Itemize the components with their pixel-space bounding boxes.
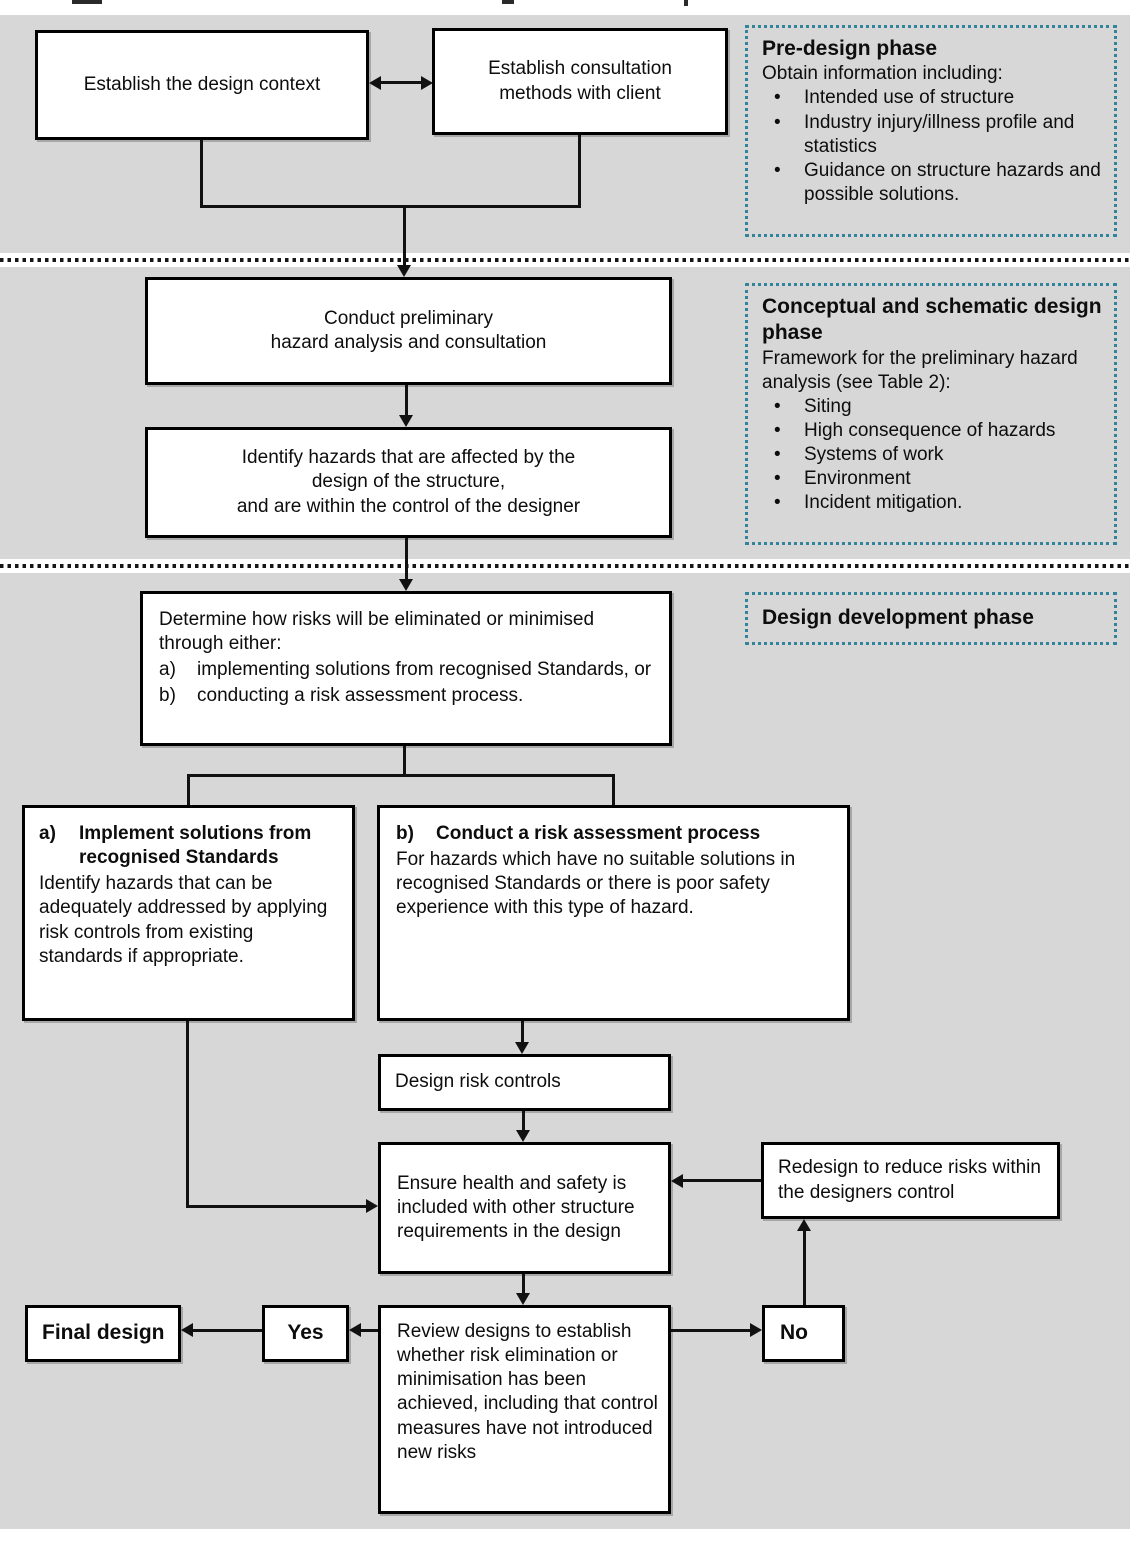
connector-identify-determine <box>405 538 408 580</box>
connector-a-down <box>186 1021 189 1208</box>
connector-yes-final <box>193 1329 262 1332</box>
arrowhead-down <box>515 1042 529 1054</box>
connector-redesign-ensure <box>683 1179 761 1182</box>
connector-split-horizontal <box>187 774 615 777</box>
bullet-item: • High consequence of hazards <box>762 419 1102 443</box>
node-conduct-risk-assessment <box>377 805 850 1021</box>
arrowhead-up <box>797 1219 811 1231</box>
connector-no-redesign <box>803 1230 806 1305</box>
node-implement-solutions-standards <box>22 805 355 1021</box>
dotted-line <box>0 258 1130 262</box>
node-conduct-preliminary-hazard-analysis: Conduct preliminary hazard analysis and consultation <box>145 277 672 385</box>
connector-consultation-down <box>578 135 581 206</box>
phase-title: Design development phase <box>762 606 1034 630</box>
connector-preliminary-identify <box>405 385 408 416</box>
arrowhead-down <box>399 415 413 427</box>
bullet-marker: • <box>774 444 781 465</box>
bullet-item: • Intended use of structure <box>762 86 1102 110</box>
arrowhead-left <box>671 1174 683 1188</box>
connector-a-right <box>186 1205 366 1208</box>
bullet-item: • Environment <box>762 467 1102 491</box>
node-establish-design-context: Establish the design context <box>35 30 369 140</box>
option-b-body: For hazards which have no suitable solutions in recognised Standards or there is poor safety experience with this type of hazard. <box>396 849 796 919</box>
bullet-item: • Incident mitigation. <box>762 491 1102 515</box>
panel-conceptual-phase <box>745 283 1117 545</box>
bullet-marker: • <box>774 419 781 441</box>
node-redesign-reduce-risks: Redesign to reduce risks within the designers control <box>761 1142 1060 1219</box>
option-a-heading: a) Implement solutions from recognised Standards <box>39 823 312 869</box>
bullet-item: • Siting <box>762 395 1102 419</box>
bullet-item: • Guidance on structure hazards and possible solutions. <box>762 159 1102 207</box>
cropped-text-remnant <box>72 0 102 4</box>
node-review-designs: Review designs to establish whether risk elimination or minimisation has been achieved, including that control measures have not introduced new risks <box>378 1305 671 1514</box>
connector-context-down <box>200 140 203 206</box>
node-determine-risks <box>140 591 672 746</box>
dotted-line <box>0 564 1130 568</box>
panel-design-development-phase <box>745 592 1117 645</box>
arrowhead-left <box>369 76 381 90</box>
list-item-a: a) implementing solutions from recognised Standards, or <box>159 659 652 681</box>
bullet-marker: • <box>774 492 781 514</box>
arrowhead-right <box>366 1199 378 1213</box>
bullet-marker: • <box>774 159 781 181</box>
arrowhead-left <box>181 1323 193 1337</box>
node-no: No <box>762 1305 845 1362</box>
node-establish-consultation-methods: Establish consultation methods with client <box>432 28 728 135</box>
node-identify-hazards: Identify hazards that are affected by the design of the structure, and are within the control of the designer <box>145 427 672 538</box>
arrowhead-right <box>750 1323 762 1337</box>
panel-pre-design-phase <box>745 25 1117 237</box>
connector-context-consultation <box>379 81 422 84</box>
bullet-marker: • <box>774 468 781 490</box>
connector-review-yes <box>361 1329 378 1332</box>
node-final-design: Final design <box>25 1305 181 1362</box>
bullet-marker: • <box>774 111 781 133</box>
phase-intro: Obtain information including: <box>762 63 1003 85</box>
phase-title: Conceptual and schematic design phase <box>762 295 1102 345</box>
cropped-text-remnant <box>502 0 514 4</box>
bullet-marker: • <box>774 395 781 417</box>
arrowhead-down <box>399 579 413 591</box>
connector-determine-down <box>403 746 406 777</box>
connector-into-option-b <box>612 774 615 805</box>
connector-ensure-review <box>522 1274 525 1295</box>
phase-separator-2 <box>0 559 1130 573</box>
arrowhead-down <box>516 1293 530 1305</box>
bullet-item: • Systems of work <box>762 443 1102 467</box>
node-yes: Yes <box>262 1305 349 1362</box>
list-item-b: b) conducting a risk assessment process. <box>159 685 524 707</box>
cropped-text-remnant <box>684 0 688 6</box>
bullet-item: • Industry injury/illness profile and statistics <box>762 111 1102 159</box>
arrowhead-down <box>516 1130 530 1142</box>
connector-merge-horizontal <box>200 205 581 208</box>
connector-review-no <box>671 1329 751 1332</box>
phase-title: Pre-design phase <box>762 37 938 60</box>
node-ensure-health-safety: Ensure health and safety is included with other structure requirements in the design <box>378 1142 671 1274</box>
phase-intro: Framework for the preliminary hazard analysis (see Table 2): <box>762 347 1078 393</box>
arrowhead-right <box>421 76 433 90</box>
connector-controls-ensure <box>522 1111 525 1131</box>
determine-risks-intro: Determine how risks will be eliminated or minimised through either: <box>159 609 595 655</box>
connector-b-designcontrols <box>521 1021 524 1043</box>
connector-to-preliminary <box>403 205 406 266</box>
bullet-marker: • <box>774 87 781 109</box>
node-design-risk-controls: Design risk controls <box>378 1054 671 1111</box>
connector-into-option-a <box>187 774 190 805</box>
phase-separator-1 <box>0 253 1130 267</box>
option-b-heading: b) Conduct a risk assessment process <box>396 823 761 844</box>
option-a-body: Identify hazards that can be adequately addressed by applying risk controls from existing standards if appropriate. <box>39 873 328 967</box>
arrowhead-left <box>349 1323 361 1337</box>
arrowhead-down <box>397 265 411 277</box>
